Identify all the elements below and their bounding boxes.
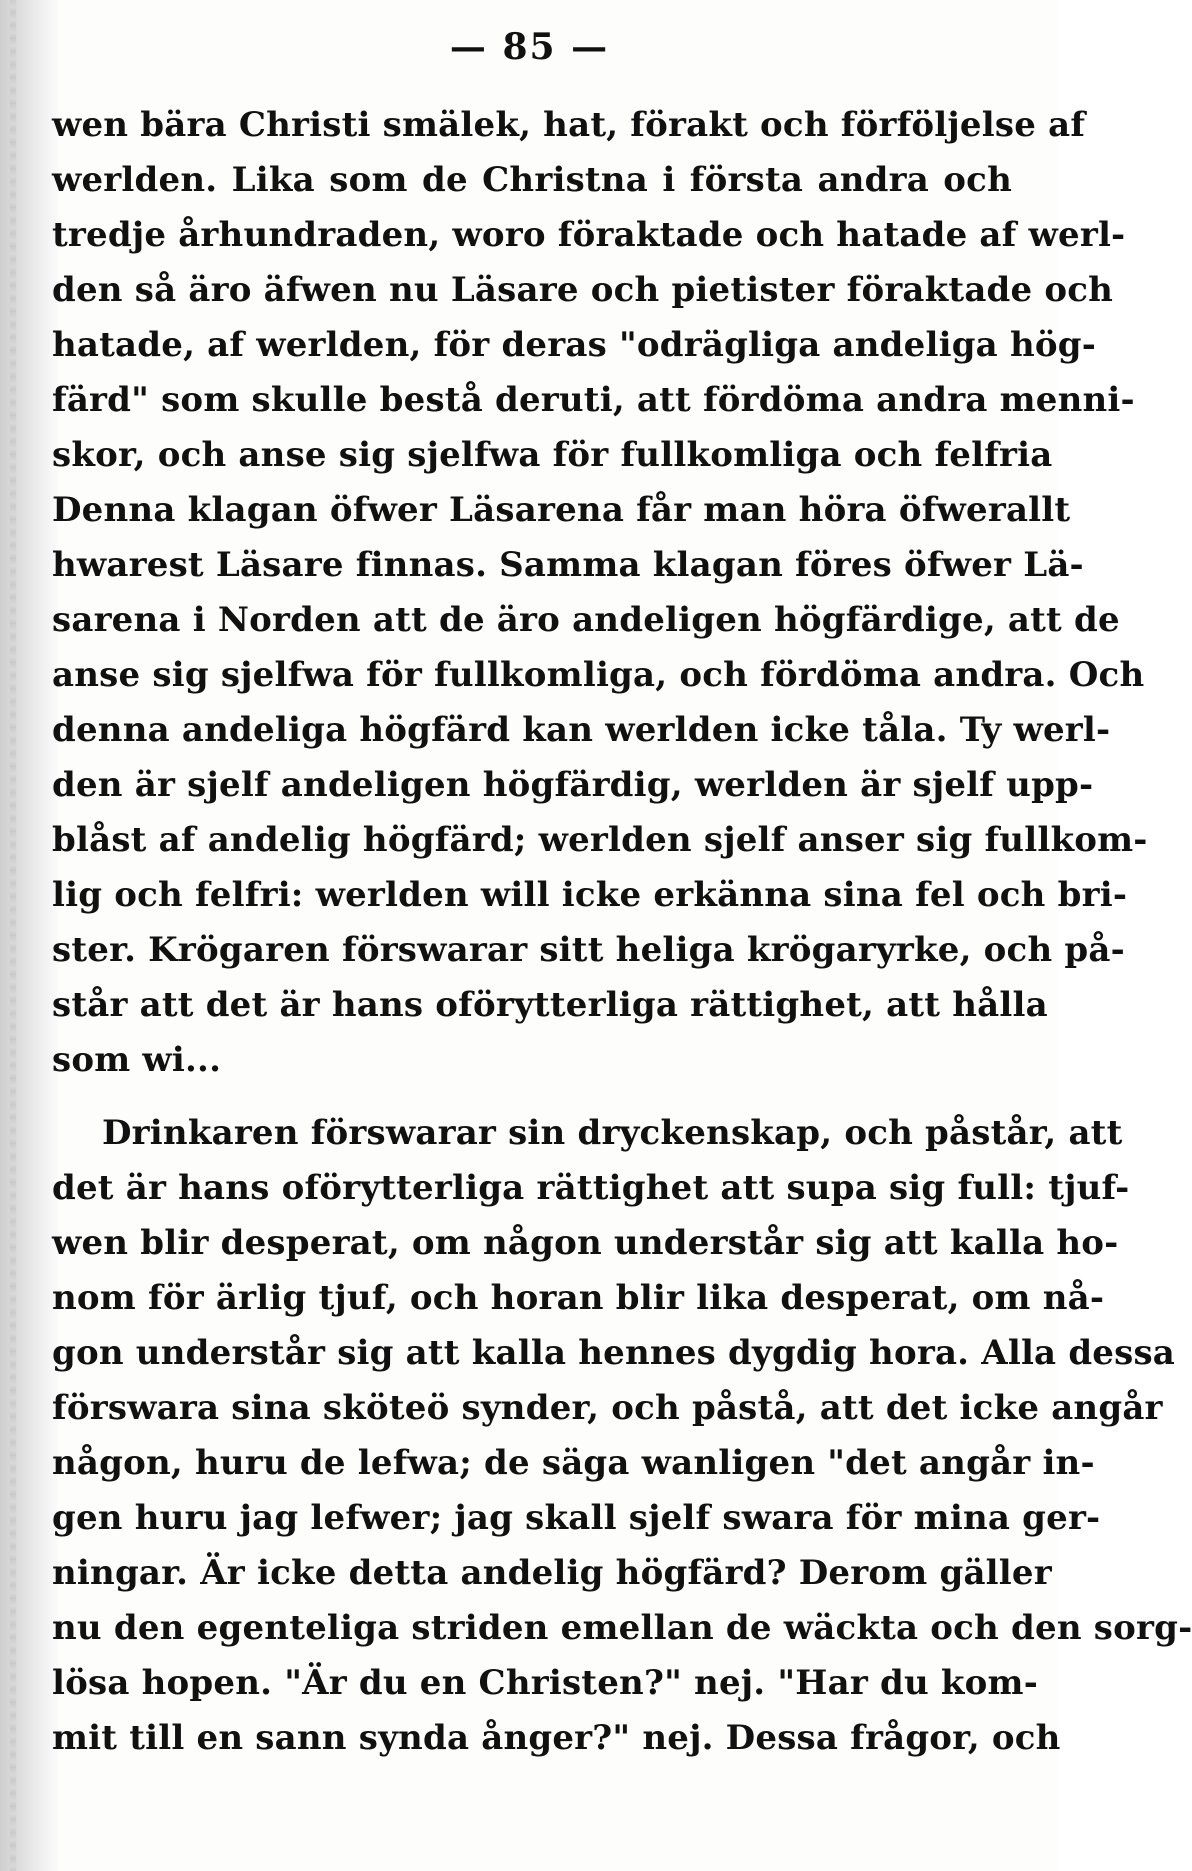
- text-line: denna andeliga högfärd kan werlden icke tåla. Ty werl-: [52, 710, 1111, 750]
- text-line: wen blir desperat, om någon understår sig att kalla ho-: [52, 1223, 1119, 1263]
- page-number: — 85 —: [449, 26, 610, 68]
- text-line: anse sig sjelfwa för fullkomliga, och fördöma andra. Och: [52, 655, 1145, 695]
- text-line: det är hans oförytterliga rättighet att supa sig full: tjuf-: [52, 1168, 1130, 1208]
- text-line: skor, och anse sig sjelfwa för fullkomliga och felfria: [52, 435, 1053, 475]
- text-line: färd" som skulle bestå deruti, att fördöma andra menni-: [52, 380, 1135, 420]
- text-line: står att det är hans oförytterliga rättighet, att hålla: [52, 985, 1048, 1025]
- text-line: tredje århundraden, woro föraktade och hatade af werl-: [52, 215, 1126, 255]
- text-line: som wi...: [52, 1040, 222, 1080]
- text-line: hwarest Läsare finnas. Samma klagan föres öfwer Lä-: [52, 545, 1084, 585]
- text-line: gon understår sig att kalla hennes dygdig hora. Alla dessa: [52, 1333, 1176, 1373]
- text-line: hatade, af werlden, för deras "odrägliga andeliga hög-: [52, 325, 1097, 365]
- text-line: sarena i Norden att de äro andeligen högfärdige, att de: [52, 600, 1120, 640]
- page-binding-edge: [0, 0, 58, 1871]
- text-line: förswara sina sköteö synder, och påstå, att det icke angår: [52, 1388, 1163, 1428]
- text-line: wen bära Christi smälek, hat, förakt och förföljelse af: [52, 105, 1086, 145]
- text-line: Drinkaren förswarar sin dryckenskap, och påstår, att: [102, 1113, 1123, 1153]
- text-line: den är sjelf andeligen högfärdig, werlden är sjelf upp-: [52, 765, 1094, 805]
- text-line: någon, huru de lefwa; de säga wanligen "det angår in-: [52, 1443, 1095, 1483]
- text-line: lösa hopen. "Är du en Christen?" nej. "Har du kom-: [52, 1663, 1039, 1703]
- text-line: nom för ärlig tjuf, och horan blir lika desperat, om nå-: [52, 1278, 1105, 1318]
- text-line: ningar. Är icke detta andelig högfärd? Derom gäller: [52, 1553, 1052, 1593]
- text-line: den så äro äfwen nu Läsare och pietister föraktade och: [52, 270, 1114, 310]
- text-line: gen huru jag lefwer; jag skall sjelf swara för mina ger-: [52, 1498, 1101, 1538]
- text-line: Denna klagan öfwer Läsarena får man höra öfwerallt: [52, 490, 1071, 530]
- text-line: ster. Krögaren förswarar sitt heliga krögaryrke, och på-: [52, 930, 1125, 970]
- text-line: werlden. Lika som de Christna i första andra och: [52, 160, 1012, 200]
- text-line: mit till en sann synda ånger?" nej. Dessa frågor, och: [52, 1718, 1061, 1758]
- text-line: lig och felfri: werlden will icke erkänna sina fel och bri-: [52, 875, 1128, 915]
- text-line: blåst af andelig högfärd; werlden sjelf anser sig fullkom-: [52, 820, 1148, 860]
- body-text: [52, 98, 1192, 1766]
- paragraph-1: [52, 98, 1148, 1088]
- paragraph-2: [52, 1106, 1192, 1766]
- text-line: nu den egenteliga striden emellan de wäckta och den sorg-: [52, 1608, 1192, 1648]
